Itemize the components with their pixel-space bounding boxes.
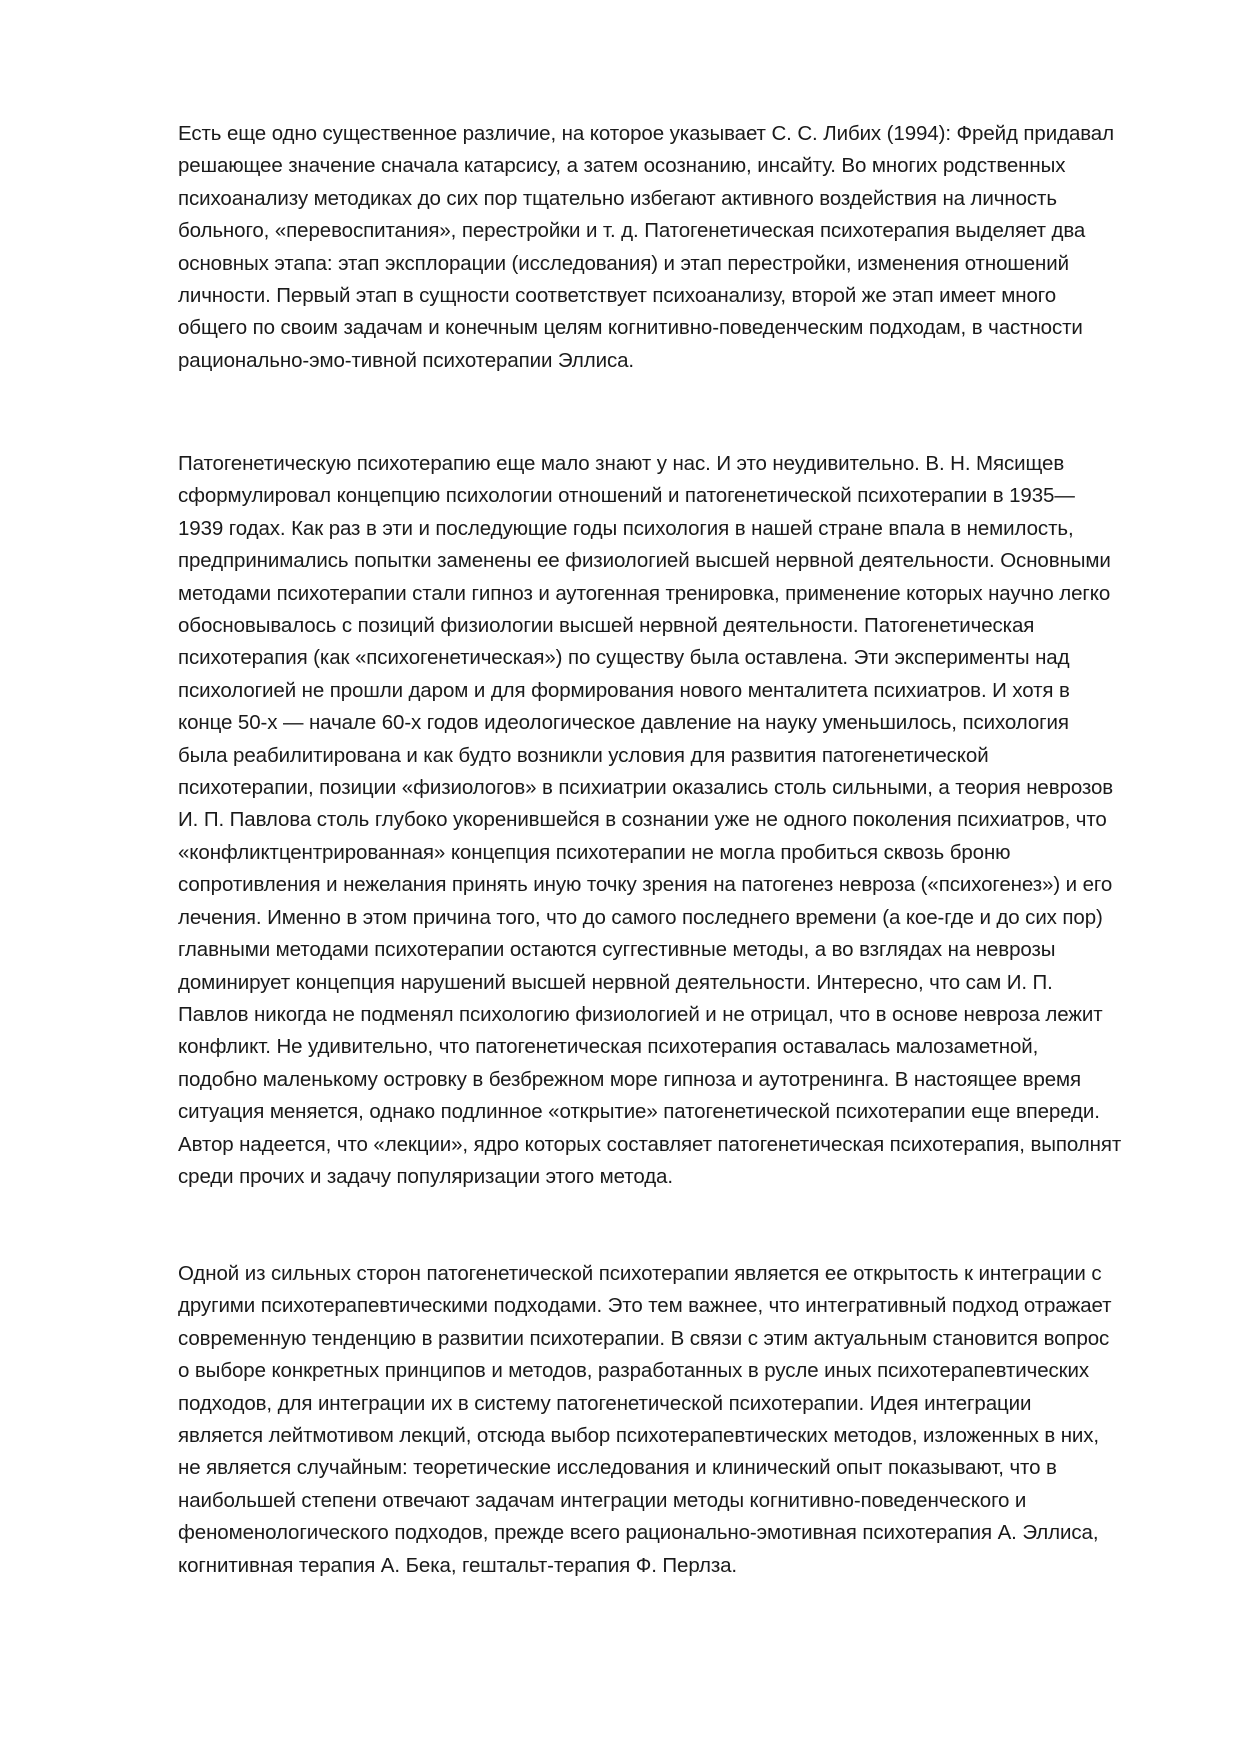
paragraph-line: психологией не прошли даром и для формирования нового менталитета психиатров. И хотя в <box>178 678 1070 702</box>
paragraph-line: больного, «перевоспитания», перестройки и т. д. Патогенетическая психотерапия выделяет два <box>178 219 1086 243</box>
paragraph-line: психоанализу методиках до сих пор тщательно избегают активного воздействия на личность <box>178 186 1057 210</box>
paragraph-line: личности. Первый этап в сущности соответствует психоанализу, второй же этап имеет много <box>178 284 1057 308</box>
paragraph-line: ситуация меняется, однако подлинное «открытие» патогенетической психотерапии еще впереди. <box>178 1100 1100 1124</box>
paragraph-line: психотерапии, позиции «физиологов» в психиатрии оказались столь сильными, а теория неврозов <box>178 776 1114 800</box>
paragraph-line: Есть еще одно существенное различие, на которое указывает С. С. Либих (1994): Фрейд придавал <box>178 122 1114 145</box>
paragraph-line: является лейтмотивом лекций, отсюда выбор психотерапевтических методов, изложенных в них, <box>178 1424 1100 1448</box>
paragraph-line: рационально-эмо-тивной психотерапии Эллиса. <box>178 348 634 372</box>
paragraph-line: современную тенденцию в развитии психотерапии. В связи с этим актуальным становится вопрос <box>178 1326 1110 1350</box>
paragraph-line: Павлов никогда не подменял психологию физиологией и не отрицал, что в основе невроза лежит <box>178 1002 1103 1026</box>
paragraph-line: И. П. Павлова столь глубоко укоренившейся в сознании уже не одного поколения психиатров, что <box>178 808 1107 832</box>
paragraph-line: психотерапия (как «психогенетическая») по существу была оставлена. Эти эксперименты над <box>178 646 1070 670</box>
paragraph-line: 1939 годах. Как раз в эти и последующие годы психология в нашей стране впала в немилость, <box>178 516 1074 540</box>
paragraph-2 <box>178 448 1158 1193</box>
paragraph-line: лечения. Именно в этом причина того, что до самого последнего времени (а кое-где и до сих пор) <box>178 905 1103 929</box>
paragraph-line: доминирует концепция нарушений высшей нервной деятельности. Интересно, что сам И. П. <box>178 970 1053 994</box>
paragraph-line: среди прочих и задачу популяризации этого метода. <box>178 1164 673 1188</box>
paragraph-line: конце 50-х — начале 60-х годов идеологическое давление на науку уменьшилось, психология <box>178 711 1069 735</box>
paragraph-line: «конфликтцентрированная» концепция психотерапии не могла пробиться сквозь броню <box>178 840 1011 864</box>
paragraph-line: главными методами психотерапии остаются суггестивные методы, а во взглядах на неврозы <box>178 938 1056 962</box>
paragraph-line: обосновывалось с позиций физиологии высшей нервной деятельности. Патогенетическая <box>178 614 1035 638</box>
paragraph-line: конфликт. Не удивительно, что патогенетическая психотерапия оставалась малозаметной, <box>178 1035 1039 1059</box>
paragraph-line: сопротивления и нежелания принять иную точку зрения на патогенез невроза («психогенез») и его <box>178 873 1113 897</box>
paragraph-line: решающее значение сначала катарсису, а затем осознанию, инсайту. Во многих родственных <box>178 154 1066 178</box>
paragraph-line: подобно маленькому островку в безбрежном море гипноза и аутотренинга. В настоящее время <box>178 1067 1082 1091</box>
paragraph-line: феноменологического подходов, прежде всего рационально-эмотивная психотерапия А. Эллиса, <box>178 1521 1099 1545</box>
paragraph-3 <box>178 1258 1158 1582</box>
paragraph-line: когнитивная терапия А. Бека, гештальт-терапия Ф. Перлза. <box>178 1553 738 1577</box>
paragraph-line: Автор надеется, что «лекции», ядро которых составляет патогенетическая психотерапия, выполнят <box>178 1132 1122 1156</box>
paragraph-line: подходов, для интеграции их в систему патогенетической психотерапии. Идея интеграции <box>178 1391 1032 1415</box>
paragraph-line: предпринимались попытки заменены ее физиологией высшей нервной деятельности. Основными <box>178 549 1111 573</box>
paragraph-line: о выборе конкретных принципов и методов, разработанных в русле иных психотерапевтических <box>178 1359 1090 1383</box>
paragraph-1 <box>178 118 1158 377</box>
paragraph-line: методами психотерапии стали гипноз и аутогенная тренировка, применение которых научно легко <box>178 581 1111 605</box>
paragraph-line: Патогенетическую психотерапию еще мало знают у нас. И это неудивительно. В. Н. Мясищев <box>178 452 1065 475</box>
paragraph-line: основных этапа: этап эксплорации (исследования) и этап перестройки, изменения отношений <box>178 251 1069 275</box>
paragraph-line: наибольшей степени отвечают задачам интеграции методы когнитивно-поведенческого и <box>178 1488 1027 1512</box>
paragraph-line: другими психотерапевтическими подходами. Это тем важнее, что интегративный подход отражает <box>178 1294 1112 1318</box>
paragraph-line: не является случайным: теоретические исследования и клинический опыт показывают, что в <box>178 1456 1057 1480</box>
paragraph-line: сформулировал концепцию психологии отношений и патогенетической психотерапии в 1935— <box>178 484 1075 508</box>
paragraph-line: Одной из сильных сторон патогенетической психотерапии является ее открытость к интеграции с <box>178 1262 1102 1285</box>
paragraph-line: была реабилитирована и как будто возникли условия для развития патогенетической <box>178 743 989 767</box>
paragraph-line: общего по своим задачам и конечным целям когнитивно-поведенческим подходам, в частности <box>178 316 1083 340</box>
